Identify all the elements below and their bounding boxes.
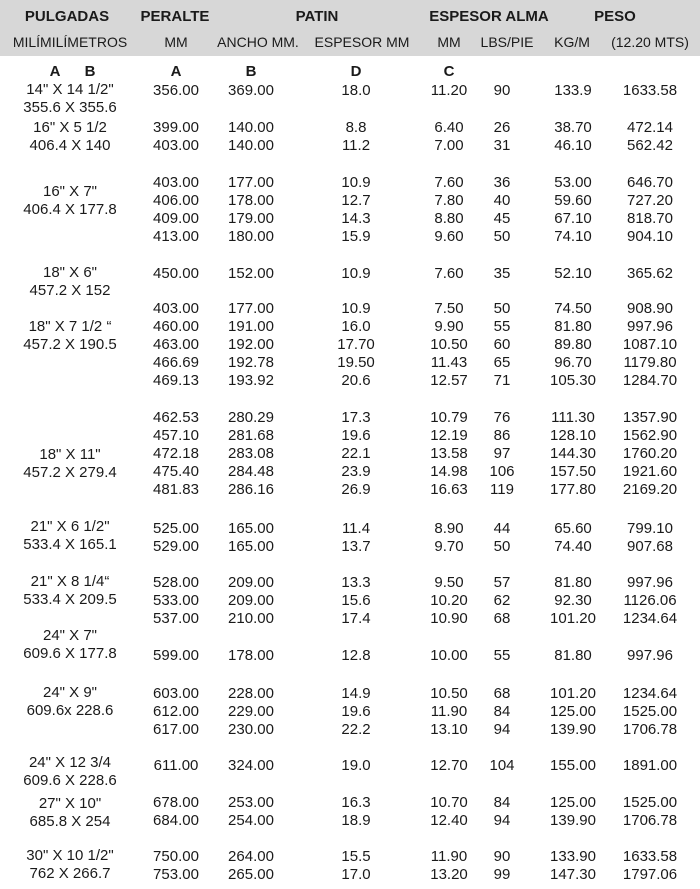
table-cell: 264.00 [228,848,274,865]
table-cell: 1633.58 [622,848,678,865]
table-cell: 125.00 [550,794,596,811]
table-cell: 133.90 [550,848,596,865]
table-cell: 15.5 [341,848,371,865]
table-cell: 106 [489,463,515,480]
table-cell: 192.00 [228,336,274,353]
table-cell: 457.10 [153,427,199,444]
table-cell: 177.00 [228,174,274,191]
table-cell: 144.30 [550,445,596,462]
table-cell: 529.00 [153,538,199,555]
table-cell: 74.10 [554,228,592,245]
table-cell: 1760.20 [622,445,678,462]
table-cell: 96.70 [554,354,592,371]
table-cell: 7.60 [434,174,464,191]
table-cell: 19.50 [337,354,375,371]
table-cell: 1797.06 [622,866,678,883]
table-cell: 13.10 [430,721,468,738]
size-label-mm: 533.4 X 165.1 [23,536,117,553]
table-cell: 10.79 [430,409,468,426]
table-cell: 10.50 [430,685,468,702]
table-cell: 74.50 [554,300,592,317]
table-cell: 646.70 [627,174,673,191]
table-cell: 14.9 [341,685,371,702]
table-cell: 904.10 [627,228,673,245]
table-cell: 283.08 [228,445,274,462]
table-cell: 10.9 [341,174,371,191]
table-cell: 67.10 [554,210,592,227]
table-cell: 26.9 [341,481,371,498]
table-cell: 475.40 [153,463,199,480]
table-cell: 7.60 [434,265,464,282]
table-cell: 90 [493,848,511,865]
table-cell: 18.0 [341,82,371,99]
table-cell: 11.20 [430,82,468,99]
table-cell: 16.3 [341,794,371,811]
table-cell: 11.43 [430,354,468,371]
table-cell: 15.9 [341,228,371,245]
table-cell: 36 [493,174,511,191]
table-cell: 818.70 [627,210,673,227]
table-cell: 92.30 [554,592,592,609]
table-cell: 997.96 [627,318,673,335]
table-cell: 139.90 [550,721,596,738]
table-cell: 403.00 [153,300,199,317]
table-cell: 111.30 [551,409,595,426]
table-cell: 13.58 [430,445,468,462]
table-cell: 19.0 [341,757,371,774]
table-cell: 2169.20 [622,481,678,498]
table-cell: 1706.78 [622,721,678,738]
table-cell: 409.00 [153,210,199,227]
table-cell: 10.70 [430,794,468,811]
table-cell: 12.70 [430,757,468,774]
table-cell: 101.20 [550,610,596,627]
table-cell: 369.00 [228,82,274,99]
size-label-inches: 27" X 10" [38,795,102,812]
table-cell: 562.42 [627,137,673,154]
table-cell: 537.00 [153,610,199,627]
table-cell: 11.90 [430,703,468,720]
size-label-mm: 685.8 X 254 [29,813,111,830]
table-cell: 286.16 [228,481,274,498]
table-cell: 20.6 [341,372,371,389]
table-cell: 81.80 [554,647,592,664]
table-cell: 179.00 [228,210,274,227]
size-label-inches: 16" X 5 1/2 [33,119,107,136]
size-label-inches: 14" X 14 1/2" [26,81,114,98]
table-cell: 177.00 [228,300,274,317]
table-cell: 7.80 [434,192,464,209]
table-cell: 14.3 [341,210,371,227]
table-cell: 1126.06 [623,592,677,609]
table-cell: 611.00 [153,757,199,774]
table-cell: 60 [493,336,511,353]
size-label-inches: 18" X 11" [39,446,101,463]
table-cell: 17.0 [341,866,371,883]
table-cell: 152.00 [228,265,274,282]
table-cell: 14.98 [430,463,468,480]
table-cell: 53.00 [554,174,592,191]
table-cell: 908.90 [627,300,673,317]
header-subtitle: (12.20 MTS) [611,34,689,50]
table-cell: 10.90 [430,610,468,627]
table-cell: 9.70 [434,538,464,555]
table-cell: 1706.78 [622,812,678,829]
table-cell: 1357.90 [622,409,678,426]
table-cell: 139.90 [550,812,596,829]
table-cell: 284.48 [228,463,274,480]
table-cell: 684.00 [153,812,199,829]
table-cell: 209.00 [228,574,274,591]
table-cell: 1921.60 [622,463,678,480]
table-cell: 799.10 [627,520,673,537]
column-letter: B [84,63,96,80]
table-cell: 1633.58 [622,82,678,99]
header-subtitle: MM [164,34,188,50]
table-cell: 9.90 [434,318,464,335]
table-cell: 10.00 [430,647,468,664]
table-cell: 147.30 [550,866,596,883]
table-cell: 50 [493,228,511,245]
table-cell: 71 [493,372,511,389]
table-cell: 466.69 [153,354,199,371]
table-cell: 35 [493,265,511,282]
table-cell: 38.70 [554,119,592,136]
table-cell: 65 [493,354,511,371]
table-cell: 13.20 [430,866,468,883]
table-header [0,0,700,56]
column-letter: A [49,63,61,80]
table-cell: 59.60 [554,192,592,209]
header-subtitle: MM [437,34,461,50]
table-cell: 750.00 [153,848,199,865]
size-label-inches: 24" X 9" [42,684,98,701]
size-label-mm: 533.4 X 209.5 [23,591,117,608]
table-cell: 6.40 [434,119,464,136]
table-cell: 23.9 [341,463,371,480]
header-subtitle: ANCHO MM. [217,34,299,50]
table-cell: 94 [493,812,511,829]
table-cell: 84 [493,703,511,720]
table-cell: 469.13 [153,372,199,389]
table-cell: 254.00 [228,812,274,829]
table-cell: 192.78 [228,354,274,371]
header-title: PULGADAS [24,8,110,25]
size-label-inches: 24" X 7" [42,627,98,644]
table-cell: 128.10 [550,427,596,444]
size-label-mm: 609.6x 228.6 [26,702,114,719]
table-cell: 265.00 [228,866,274,883]
table-cell: 12.57 [430,372,468,389]
table-cell: 99 [493,866,511,883]
table-cell: 753.00 [153,866,199,883]
header-subtitle: MILÍMILÍMETROS [12,34,128,50]
table-cell: 12.7 [341,192,371,209]
column-letter: D [350,63,362,80]
header-subtitle: LBS/PIE [480,34,534,50]
column-letter: B [245,63,257,80]
table-cell: 7.00 [434,137,464,154]
table-cell: 463.00 [153,336,199,353]
table-cell: 81.80 [554,574,592,591]
size-label-mm: 457.2 X 279.4 [23,464,117,481]
table-cell: 210.00 [228,610,274,627]
size-label-mm: 406.4 X 140 [29,137,111,154]
table-cell: 84 [493,794,511,811]
table-cell: 15.6 [341,592,371,609]
table-cell: 90 [493,82,511,99]
table-cell: 228.00 [228,685,274,702]
table-cell: 365.62 [627,265,673,282]
table-cell: 191.00 [228,318,274,335]
table-cell: 165.00 [228,520,274,537]
table-cell: 678.00 [153,794,199,811]
table-cell: 50 [493,538,511,555]
table-cell: 76 [493,409,511,426]
table-cell: 280.29 [228,409,274,426]
table-cell: 1891.00 [622,757,678,774]
table-cell: 65.60 [554,520,592,537]
table-cell: 17.4 [341,610,371,627]
table-cell: 413.00 [153,228,199,245]
table-cell: 462.53 [153,409,199,426]
table-cell: 229.00 [228,703,274,720]
table-cell: 399.00 [153,119,199,136]
table-cell: 22.2 [341,721,371,738]
table-cell: 533.00 [153,592,199,609]
table-cell: 155.00 [550,757,596,774]
table-cell: 178.00 [228,192,274,209]
table-cell: 52.10 [554,265,592,282]
table-cell: 165.00 [228,538,274,555]
table-cell: 8.90 [434,520,464,537]
table-cell: 1525.00 [622,794,678,811]
table-cell: 617.00 [153,721,199,738]
table-cell: 193.92 [228,372,274,389]
table-cell: 46.10 [554,137,592,154]
table-cell: 74.40 [554,538,592,555]
table-cell: 68 [493,685,511,702]
table-cell: 1284.70 [622,372,678,389]
table-cell: 7.50 [434,300,464,317]
table-cell: 12.40 [430,812,468,829]
table-cell: 62 [493,592,511,609]
table-cell: 603.00 [153,685,199,702]
table-cell: 9.60 [434,228,464,245]
table-cell: 178.00 [228,647,274,664]
table-cell: 89.80 [554,336,592,353]
size-label-inches: 21" X 6 1/2" [30,518,110,535]
table-cell: 525.00 [153,520,199,537]
table-cell: 481.83 [153,481,199,498]
size-label-inches: 18" X 6" [42,264,98,281]
table-cell: 16.0 [341,318,371,335]
size-label-inches: 18" X 7 1/2 “ [28,318,112,335]
table-cell: 997.96 [627,574,673,591]
table-cell: 13.7 [341,538,371,555]
table-cell: 140.00 [228,119,274,136]
table-cell: 403.00 [153,137,199,154]
table-cell: 140.00 [228,137,274,154]
table-cell: 907.68 [627,538,673,555]
table-cell: 104 [489,757,515,774]
table-cell: 55 [493,318,511,335]
table-cell: 450.00 [153,265,199,282]
size-label-mm: 457.2 X 190.5 [23,336,117,353]
size-label-mm: 355.6 X 355.6 [23,99,117,116]
table-cell: 727.20 [627,192,673,209]
column-letter: C [443,63,455,80]
header-title: ESPESOR ALMA [429,8,549,25]
table-cell: 10.9 [341,300,371,317]
table-cell: 180.00 [228,228,274,245]
table-cell: 101.20 [550,685,596,702]
table-cell: 68 [493,610,511,627]
size-label-inches: 30" X 10 1/2" [26,847,114,864]
table-cell: 230.00 [228,721,274,738]
table-cell: 44 [493,520,511,537]
table-cell: 18.9 [341,812,371,829]
table-cell: 177.80 [550,481,596,498]
table-cell: 599.00 [153,647,199,664]
table-cell: 81.80 [554,318,592,335]
table-cell: 125.00 [550,703,596,720]
table-cell: 22.1 [341,445,371,462]
table-cell: 12.8 [341,647,371,664]
table-body [0,56,700,889]
table-cell: 356.00 [153,82,199,99]
table-cell: 17.3 [341,409,371,426]
size-label-mm: 457.2 X 152 [29,282,111,299]
table-cell: 55 [493,647,511,664]
table-cell: 97 [493,445,511,462]
table-cell: 472.14 [627,119,673,136]
table-cell: 157.50 [550,463,596,480]
header-title: PERALTE [140,8,210,25]
table-cell: 612.00 [153,703,199,720]
table-cell: 528.00 [153,574,199,591]
table-cell: 10.50 [430,336,468,353]
table-cell: 253.00 [228,794,274,811]
table-cell: 472.18 [153,445,199,462]
table-cell: 105.30 [550,372,596,389]
table-cell: 460.00 [153,318,199,335]
table-cell: 1234.64 [622,685,678,702]
table-cell: 11.2 [341,137,371,154]
table-cell: 19.6 [341,427,371,444]
table-cell: 119 [490,481,514,498]
table-cell: 86 [493,427,511,444]
size-label-mm: 406.4 X 177.8 [23,201,117,218]
table-cell: 1234.64 [622,610,678,627]
table-cell: 1562.90 [622,427,678,444]
table-cell: 209.00 [228,592,274,609]
table-cell: 281.68 [228,427,274,444]
size-label-inches: 16" X 7" [42,183,98,200]
table-cell: 1179.80 [623,354,677,371]
header-title: PESO [594,8,636,25]
header-subtitle: ESPESOR MM [314,34,410,50]
table-cell: 16.63 [430,481,468,498]
table-cell: 324.00 [228,757,274,774]
table-cell: 57 [493,574,511,591]
table-cell: 1087.10 [622,336,678,353]
table-cell: 9.50 [434,574,464,591]
table-cell: 19.6 [341,703,371,720]
table-cell: 40 [493,192,511,209]
table-cell: 133.9 [554,82,592,99]
table-cell: 8.80 [434,210,464,227]
table-cell: 12.19 [430,427,468,444]
table-cell: 13.3 [341,574,371,591]
size-label-inches: 24" X 12 3/4 [28,754,112,771]
table-cell: 10.20 [430,592,468,609]
table-cell: 31 [493,137,511,154]
table-cell: 10.9 [341,265,371,282]
table-cell: 403.00 [153,174,199,191]
table-cell: 8.8 [345,119,367,136]
size-label-mm: 609.6 X 177.8 [23,645,117,662]
table-cell: 26 [493,119,511,136]
table-cell: 94 [493,721,511,738]
table-cell: 50 [493,300,511,317]
table-cell: 1525.00 [622,703,678,720]
table-cell: 997.96 [627,647,673,664]
table-cell: 406.00 [153,192,199,209]
size-label-mm: 609.6 X 228.6 [23,772,117,789]
table-cell: 45 [493,210,511,227]
table-cell: 11.4 [341,520,371,537]
size-label-inches: 21" X 8 1/4“ [30,573,110,590]
header-title: PATIN [295,8,339,25]
size-label-mm: 762 X 266.7 [29,865,111,882]
table-cell: 11.90 [430,848,468,865]
column-letter: A [170,63,182,80]
table-cell: 17.70 [337,336,375,353]
header-subtitle: KG/M [554,34,590,50]
